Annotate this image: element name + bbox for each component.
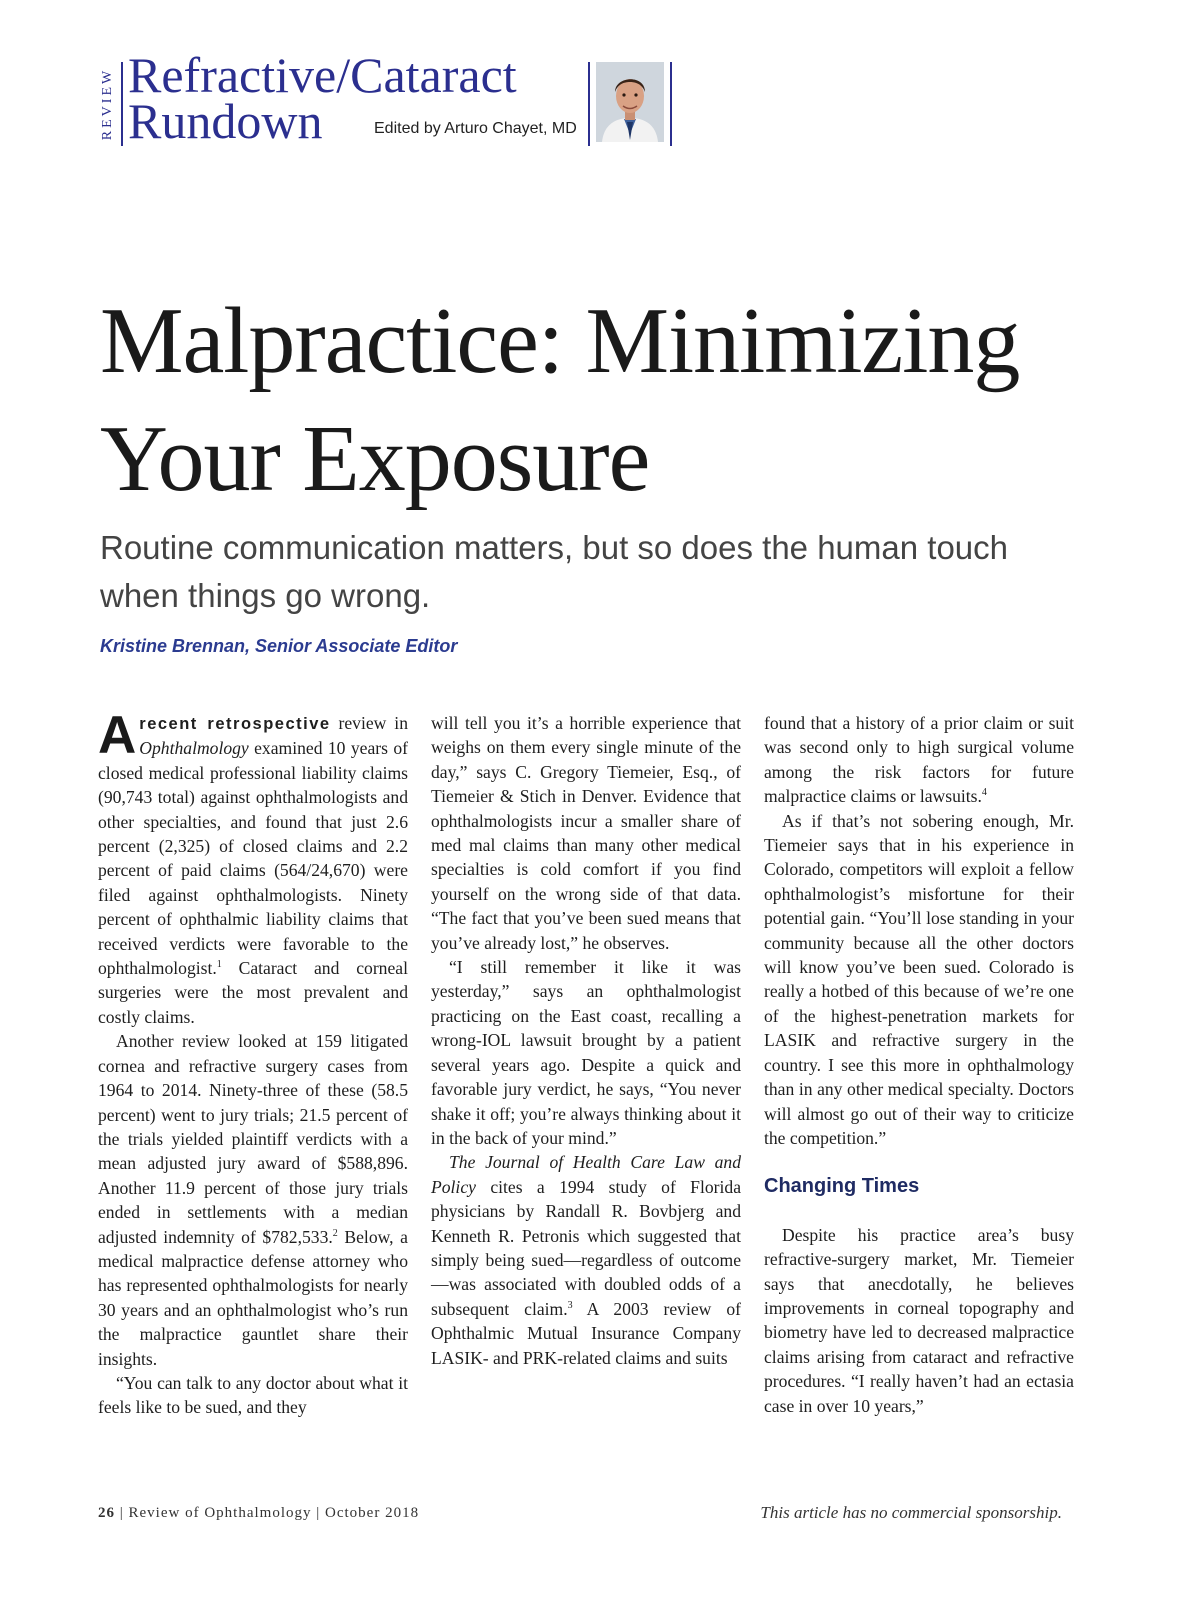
article-title-line-1: Malpractice: Minimizing <box>100 289 1020 393</box>
footnote-ref: 3 <box>567 1299 573 1311</box>
paragraph: As if that’s not sobering enough, Mr. Tiemeier says that in his experience in Colorado, competitors will exploit a fellow ophthalmologist’s misfortune for their potential gain. “You’ll lose standing in your community because all the other doctors will know you’ve been sued. Colorado is really a hotbed of this because of we’re one of the highest-penetration markets for LASIK and refractive surgery in the country. I see this more in ophthalmology than in any other medical specialty. Doctors will almost go out of their way to criticize the competition.” <box>764 810 1074 1148</box>
article-subtitle: Routine communication matters, but so does the human touch when things go wrong. <box>100 529 1008 614</box>
paragraph: Arecent retrospective review in Ophthalmology examined 10 years of closed medical professional liability claims (90,743 total) against ophthalmologists and other specialties, and found that just 2.6 percent (2,325) of closed claims and 2.2 percent of paid claims (564/24,670) were filed against ophthalmologists. Ninety percent of ophthalmic liability claims that received verdicts were favorable to the ophthalmologist.$^1$ Cataract and corneal surgeries were the most prevalent and costly claims. <box>98 706 408 1027</box>
paragraph: “I still remember it like it was yesterday,” says an ophthalmologist practicing on the East coast, recalling a wrong-IOL lawsuit brought by a patient several years ago. Despite a quick and favorable jury verdict, he says, “You never shake it off; you’re always thinking about it in the back of your mind.” <box>431 957 741 1148</box>
drop-cap: A <box>98 706 137 765</box>
body-column-2 <box>431 711 741 1370</box>
section-header <box>98 47 698 149</box>
lead-in: recent retrospective <box>139 715 331 733</box>
sponsorship-note: This article has no commercial sponsorship. <box>760 1503 1062 1522</box>
body-column-3 <box>764 711 1074 1418</box>
header-divider <box>670 62 672 146</box>
paragraph: will tell you it’s a horrible experience that weighs on them every single minute of the day,” says C. Gregory Tiemeier, Esq., of Tiemeier & Stich in Denver. Evidence that ophthalmologists incur a smaller share of med mal claims than many other medical specialties is cold comfort if you find yourself on the wrong side of that data. “The fact that you’ve been sued means that you’ve already lost,” he observes. <box>431 713 741 953</box>
footnote-ref: 1 <box>216 959 222 971</box>
section-title-line-1: Refractive/Cataract <box>128 47 517 103</box>
header-divider <box>121 62 123 146</box>
article-byline: Kristine Brennan, Senior Associate Editor <box>100 636 458 656</box>
editor-portrait-icon <box>596 62 664 142</box>
issue-date: October 2018 <box>325 1505 420 1521</box>
body-column-1 <box>98 706 408 1420</box>
editor-credit: Edited by Arturo Chayet, MD <box>374 120 577 137</box>
paragraph: found that a history of a prior claim or suit was second only to high surgical volume among the risk factors for future malpractice claims or lawsuits.$^4$ <box>764 713 1074 807</box>
editor-photo <box>596 62 664 142</box>
footnote-ref: 2 <box>332 1227 338 1239</box>
review-vertical-label: REVIEW <box>100 67 115 141</box>
section-title-line-2: Rundown <box>128 93 323 149</box>
publication-name: Review of Ophthalmology <box>128 1505 312 1521</box>
paragraph: Despite his practice area’s busy refractive-surgery market, Mr. Tiemeier says that anecdotally, he believes improvements in corneal topography and biometry have led to decreased malpractice claims arising from cataract and refractive procedures. “I really haven’t had an ectasia case in over 10 years,” <box>764 1224 1074 1416</box>
page-number: 26 <box>98 1505 115 1521</box>
section-subhead: Changing Times <box>764 1175 920 1198</box>
footnote-ref: 4 <box>981 787 987 799</box>
paragraph: “You can talk to any doctor about what it feels like to be sued, and they <box>98 1372 408 1418</box>
paragraph: Another review looked at 159 litigated cornea and refractive surgery cases from 1964 to 2014. Ninety-three of these (58.5 percent) went to jury trials; 21.5 percent of the trials yielded plaintiff verdicts with a mean adjusted jury award of $588,896. Another 11.9 percent of those jury trials ended in settlements with a median adjusted indemnity of $782,533.$^2$ Below, a medical malpractice defense attorney who has represented ophthalmologists for nearly 30 years and an ophthalmologist who’s run the malpractice gauntlet share their insights. <box>98 1031 408 1369</box>
journal-name: The Journal of Health Care Law and Policy <box>431 1152 741 1197</box>
paragraph: The Journal of Health Care Law and Policy cites a 1994 study of Florida physicians by Randall R. Bovbjerg and Kenneth R. Petronis which suggested that simply being sued—regardless of outcome—was associated with doubled odds of a subsequent claim.$^3$ A 2003 review of Ophthalmic Mutual Insurance Company LASIK- and PRK-related claims and suits <box>431 1152 741 1368</box>
article-title-line-2: Your Exposure <box>100 407 650 511</box>
page-footer: 26 | Review of Ophthalmology | October 2018 <box>98 1505 420 1521</box>
header-divider <box>588 62 590 146</box>
journal-name: Ophthalmology <box>139 738 249 759</box>
article-title <box>100 282 1100 518</box>
